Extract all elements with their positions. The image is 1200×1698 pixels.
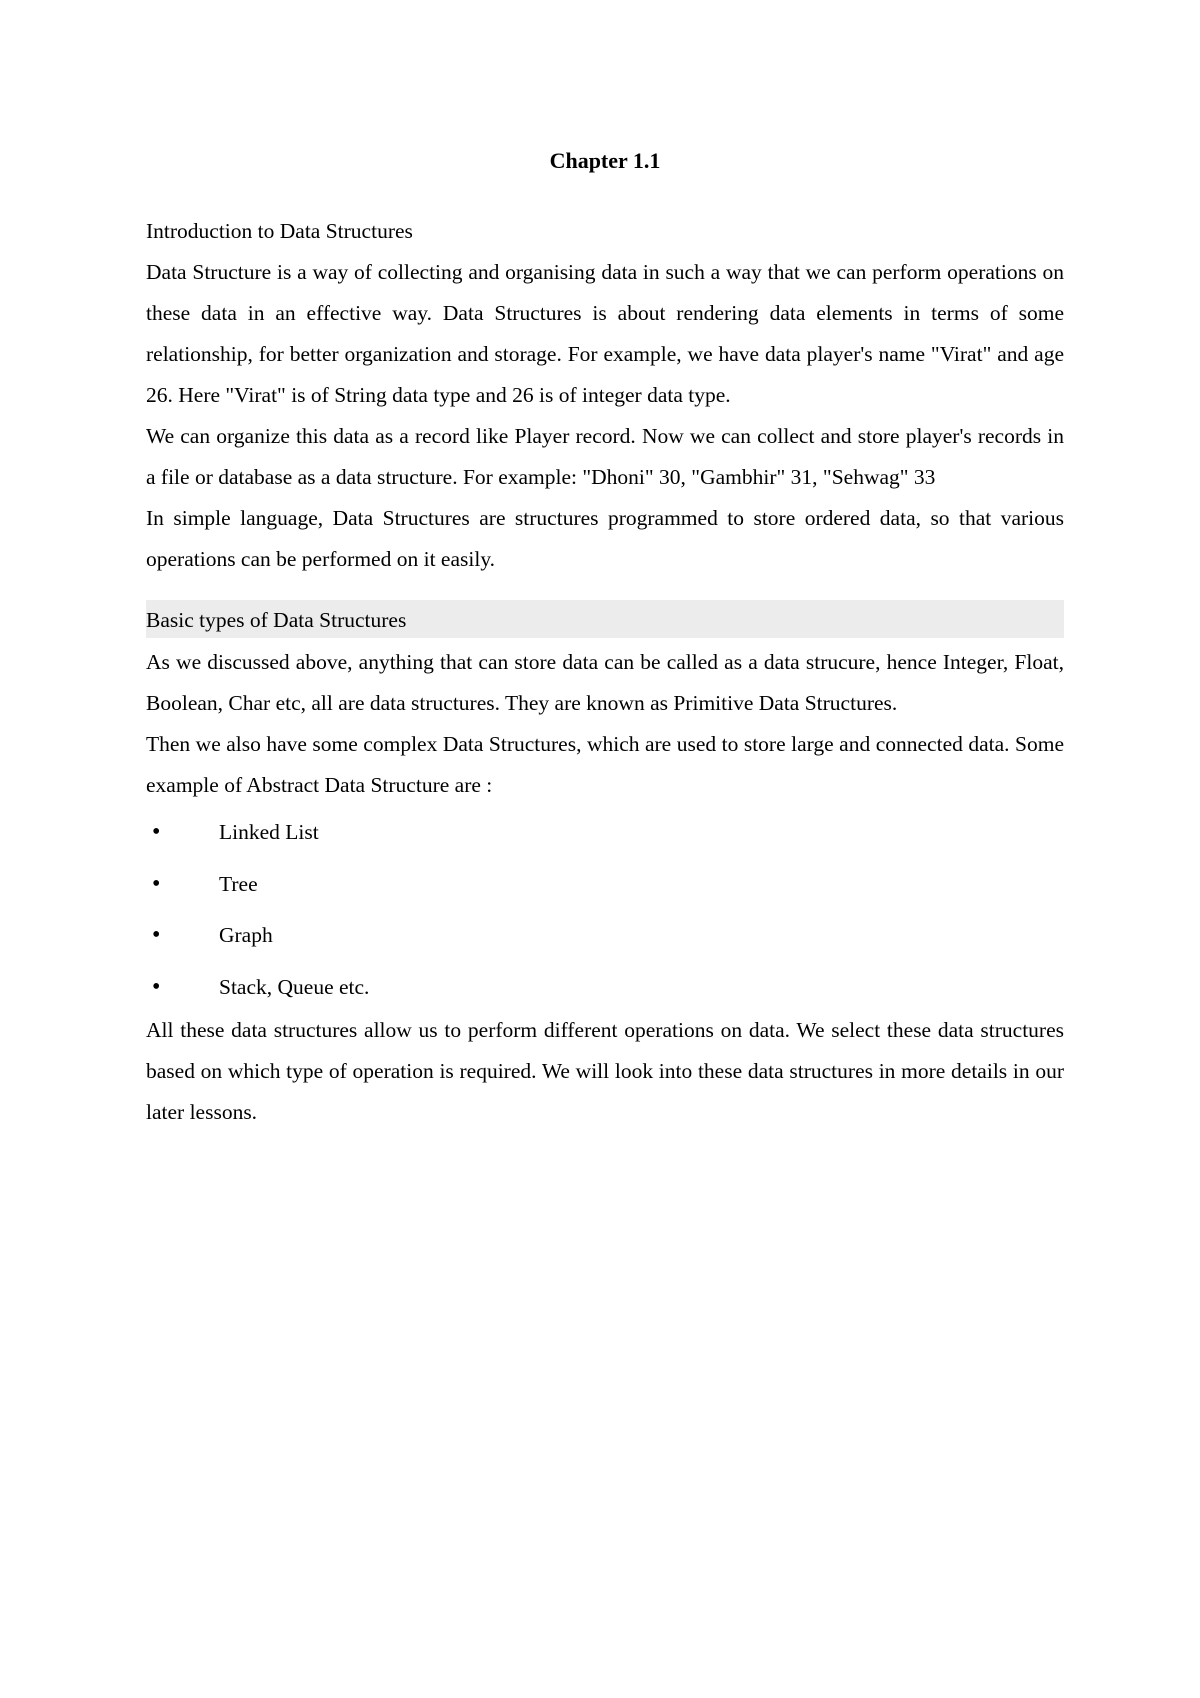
list-item (146, 864, 1064, 916)
intro-heading: Introduction to Data Structures (146, 219, 413, 243)
intro-paragraph-2: We can organize this data as a record like Player record. Now we can collect and store player's records in a file or database as a data structure. For example: "Dhoni" 30, "Gambhir" 31, "Sehwag" 33 (146, 424, 1064, 489)
list-item (146, 967, 1064, 1019)
list-item-text: Tree (219, 871, 258, 896)
basic-types-heading: Basic types of Data Structures (146, 600, 1064, 638)
basic-types-paragraph-1: As we discussed above, anything that can store data can be called as a data strucure, hence Integer, Float, Boolean, Char etc, all are data structures. They are known as Primitive Data Structures. (146, 650, 1064, 715)
intro-paragraph-1: Data Structure is a way of collecting and organising data in such a way that we can perform operations on these data in an effective way. Data Structures is about rendering data elements in terms of some relationship, for better organization and storage. For example, we have data player's name "Virat" and age 26. Here "Virat" is of String data type and 26 is of integer data type. (146, 260, 1064, 407)
bullet-icon: • (152, 819, 161, 845)
bullet-icon: • (152, 870, 161, 897)
bullet-icon: • (152, 922, 161, 948)
data-structure-list (146, 812, 1064, 1018)
bullet-icon: • (152, 973, 161, 1000)
closing-paragraph: All these data structures allow us to perform different operations on data. We select these data structures based on which type of operation is required. We will look into these data structures in more details in our later lessons. (146, 1018, 1064, 1124)
list-item-text: Linked List (219, 820, 319, 844)
list-item (146, 915, 1064, 967)
intro-paragraph-3: In simple language, Data Structures are structures programmed to store ordered data, so that various operations can be performed on it easily. (146, 506, 1064, 571)
basic-types-paragraph-2: Then we also have some complex Data Structures, which are used to store large and connected data. Some example of Abstract Data Structure are : (146, 732, 1064, 797)
list-item-text: Stack, Queue etc. (219, 974, 370, 999)
chapter-title: Chapter 1.1 (549, 148, 661, 173)
list-item (146, 812, 1064, 864)
list-item-text: Graph (219, 923, 273, 947)
page-content (146, 140, 1064, 1133)
